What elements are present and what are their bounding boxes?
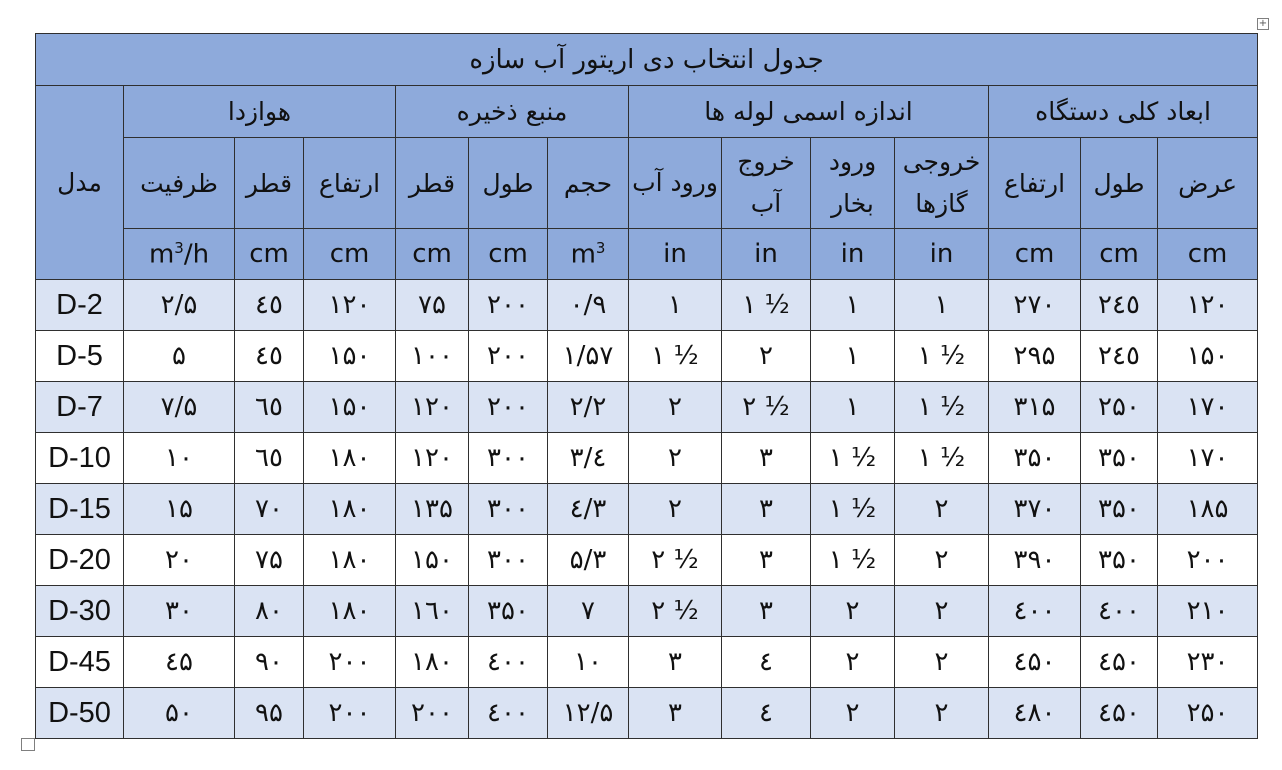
steam-inlet-cell: ۲ <box>811 688 895 739</box>
tank-volume-unit: $m^3$ <box>548 229 629 280</box>
air-height-cell: ۱۲۰ <box>304 280 396 331</box>
tank-length-cell: ٤۰۰ <box>469 637 548 688</box>
air-height-cell: ۱۸۰ <box>304 586 396 637</box>
water-outlet-cell: ۱ ½ <box>722 280 811 331</box>
air-capacity-cell: ۵ <box>124 331 235 382</box>
steam-inlet-cell: ۱ <box>811 331 895 382</box>
gas-outlet-cell: ۲ <box>895 637 989 688</box>
air-height-cell: ۱۸۰ <box>304 535 396 586</box>
air-height-cell: ۲۰۰ <box>304 688 396 739</box>
table-body <box>36 280 1258 739</box>
gas-outlet-cell: ۲ <box>895 535 989 586</box>
water-inlet-cell: ۳ <box>629 637 722 688</box>
water-outlet-cell: ۳ <box>722 535 811 586</box>
tank-diameter-cell: ۱۲۰ <box>396 382 469 433</box>
tank-length-cell: ۲۰۰ <box>469 331 548 382</box>
model-cell: D-50 <box>36 688 124 739</box>
height-cell: ۳۷۰ <box>989 484 1081 535</box>
water-inlet-cell: ۲ <box>629 484 722 535</box>
air-diameter-unit: cm <box>235 229 304 280</box>
width-cell: ۲۳۰ <box>1158 637 1258 688</box>
air-diameter-cell: ٦٥ <box>235 433 304 484</box>
tank-volume-cell: ۲/۲ <box>548 382 629 433</box>
air-diameter-cell: ۷۰ <box>235 484 304 535</box>
water-inlet-unit: in <box>629 229 722 280</box>
air-height-cell: ۱۵۰ <box>304 331 396 382</box>
model-cell: D-7 <box>36 382 124 433</box>
water-outlet-cell: ۲ <box>722 331 811 382</box>
height-cell: ۳۱۵ <box>989 382 1081 433</box>
table-row <box>36 280 1258 331</box>
air-height-cell: ۱۸۰ <box>304 484 396 535</box>
width-cell: ۲۵۰ <box>1158 688 1258 739</box>
water-inlet-cell: ۱ ½ <box>629 331 722 382</box>
length-cell: ٤۵۰ <box>1081 688 1158 739</box>
length-cell: ۲۵۰ <box>1081 382 1158 433</box>
steam-inlet-cell: ۲ <box>811 637 895 688</box>
air-capacity-cell: ٤۵ <box>124 637 235 688</box>
air-capacity-cell: ۱۵ <box>124 484 235 535</box>
table-row <box>36 586 1258 637</box>
tank-length-header: طول <box>469 138 548 229</box>
length-cell: ٤۰۰ <box>1081 586 1158 637</box>
air-height-cell: ۱۵۰ <box>304 382 396 433</box>
tank-volume-cell: ٤/۳ <box>548 484 629 535</box>
length-cell: ۳۵۰ <box>1081 484 1158 535</box>
height-cell: ٤۵۰ <box>989 637 1081 688</box>
air-height-header: ارتفاع <box>304 138 396 229</box>
height-cell: ۲۷۰ <box>989 280 1081 331</box>
tank-length-cell: ۳۰۰ <box>469 484 548 535</box>
air-group-header: هوازدا <box>124 86 396 138</box>
water-outlet-cell: ٤ <box>722 637 811 688</box>
gas-outlet-cell: ۲ <box>895 688 989 739</box>
tank-length-cell: ۳۰۰ <box>469 433 548 484</box>
length-unit: cm <box>1081 229 1158 280</box>
model-cell: D-45 <box>36 637 124 688</box>
model-header: مدل <box>36 86 124 280</box>
air-capacity-unit: $m^3/h$ <box>124 229 235 280</box>
height-unit: cm <box>989 229 1081 280</box>
table-title: جدول انتخاب دی اریتور آب سازه <box>36 34 1258 86</box>
table-row <box>36 331 1258 382</box>
tank-length-cell: ۳۵۰ <box>469 586 548 637</box>
tank-length-cell: ۲۰۰ <box>469 280 548 331</box>
water-outlet-unit: in <box>722 229 811 280</box>
gas-outlet-unit: in <box>895 229 989 280</box>
water-inlet-cell: ۱ <box>629 280 722 331</box>
air-diameter-cell: ۸۰ <box>235 586 304 637</box>
gas-outlet-cell: ۲ <box>895 586 989 637</box>
air-diameter-cell: ٤٥ <box>235 280 304 331</box>
steam-inlet-cell: ۱ <box>811 382 895 433</box>
air-height-unit: cm <box>304 229 396 280</box>
width-header: عرض <box>1158 138 1258 229</box>
tank-diameter-cell: ۱۲۰ <box>396 433 469 484</box>
air-diameter-cell: ٤٥ <box>235 331 304 382</box>
length-header: طول <box>1081 138 1158 229</box>
length-cell: ۳۵۰ <box>1081 433 1158 484</box>
table-resize-handle[interactable] <box>21 738 35 751</box>
model-cell: D-20 <box>36 535 124 586</box>
width-cell: ۱۵۰ <box>1158 331 1258 382</box>
gas-outlet-header: خروجی گازها <box>895 138 989 229</box>
model-cell: D-30 <box>36 586 124 637</box>
water-inlet-header: ورود آب <box>629 138 722 229</box>
steam-inlet-cell: ۱ ½ <box>811 433 895 484</box>
tank-length-cell: ٤۰۰ <box>469 688 548 739</box>
tank-length-cell: ۲۰۰ <box>469 382 548 433</box>
steam-inlet-cell: ۱ ½ <box>811 535 895 586</box>
width-cell: ۱۷۰ <box>1158 433 1258 484</box>
tank-volume-cell: ۵/۳ <box>548 535 629 586</box>
tank-length-cell: ۳۰۰ <box>469 535 548 586</box>
air-capacity-cell: ۵۰ <box>124 688 235 739</box>
steam-inlet-cell: ۱ ½ <box>811 484 895 535</box>
air-diameter-cell: ۹۵ <box>235 688 304 739</box>
tank-volume-cell: ۱۰ <box>548 637 629 688</box>
air-capacity-cell: ۱۰ <box>124 433 235 484</box>
air-capacity-cell: ۲/۵ <box>124 280 235 331</box>
water-inlet-cell: ۲ <box>629 433 722 484</box>
length-cell: ٤۵۰ <box>1081 637 1158 688</box>
tank-length-unit: cm <box>469 229 548 280</box>
tank-group-header: منبع ذخیره <box>396 86 629 138</box>
water-inlet-cell: ۲ ½ <box>629 535 722 586</box>
length-cell: ۲٤٥ <box>1081 331 1158 382</box>
tank-volume-cell: ۳/٤ <box>548 433 629 484</box>
gas-outlet-cell: ۱ ½ <box>895 433 989 484</box>
tank-diameter-cell: ۲۰۰ <box>396 688 469 739</box>
tank-diameter-cell: ۱٦۰ <box>396 586 469 637</box>
tank-diameter-unit: cm <box>396 229 469 280</box>
tank-diameter-cell: ۷۵ <box>396 280 469 331</box>
tank-volume-header: حجم <box>548 138 629 229</box>
tank-diameter-cell: ۱۵۰ <box>396 535 469 586</box>
water-outlet-header: خروج آب <box>722 138 811 229</box>
tank-volume-cell: ۱/۵۷ <box>548 331 629 382</box>
air-diameter-cell: ۹۰ <box>235 637 304 688</box>
table-row <box>36 382 1258 433</box>
gas-outlet-cell: ۱ ½ <box>895 382 989 433</box>
width-cell: ۱۸۵ <box>1158 484 1258 535</box>
water-inlet-cell: ۳ <box>629 688 722 739</box>
tank-diameter-cell: ۱۸۰ <box>396 637 469 688</box>
tank-diameter-cell: ۱۰۰ <box>396 331 469 382</box>
tank-volume-cell: ۷ <box>548 586 629 637</box>
deaerator-selection-table <box>35 33 1258 739</box>
water-inlet-cell: ۲ <box>629 382 722 433</box>
length-cell: ۲٤٥ <box>1081 280 1158 331</box>
air-capacity-header: ظرفیت <box>124 138 235 229</box>
steam-inlet-cell: ۱ <box>811 280 895 331</box>
water-outlet-cell: ۲ ½ <box>722 382 811 433</box>
air-height-cell: ۱۸۰ <box>304 433 396 484</box>
table-move-handle-icon[interactable]: + <box>1258 18 1268 29</box>
length-cell: ۳۵۰ <box>1081 535 1158 586</box>
tank-volume-cell: ۰/۹ <box>548 280 629 331</box>
model-cell: D-2 <box>36 280 124 331</box>
tank-diameter-cell: ۱۳۵ <box>396 484 469 535</box>
width-cell: ۱۲۰ <box>1158 280 1258 331</box>
steam-inlet-cell: ۲ <box>811 586 895 637</box>
height-cell: ۳۵۰ <box>989 433 1081 484</box>
table-row <box>36 688 1258 739</box>
gas-outlet-cell: ۱ <box>895 280 989 331</box>
width-cell: ۱۷۰ <box>1158 382 1258 433</box>
water-outlet-cell: ٤ <box>722 688 811 739</box>
height-cell: ٤۰۰ <box>989 586 1081 637</box>
air-diameter-header: قطر <box>235 138 304 229</box>
air-capacity-cell: ۳۰ <box>124 586 235 637</box>
water-inlet-cell: ۲ ½ <box>629 586 722 637</box>
height-cell: ٤۸۰ <box>989 688 1081 739</box>
height-header: ارتفاع <box>989 138 1081 229</box>
table-row <box>36 535 1258 586</box>
tank-volume-cell: ۱۲/۵ <box>548 688 629 739</box>
model-cell: D-15 <box>36 484 124 535</box>
pipes-group-header: اندازه اسمی لوله ها <box>629 86 989 138</box>
air-diameter-cell: ٦٥ <box>235 382 304 433</box>
height-cell: ۲۹۵ <box>989 331 1081 382</box>
model-cell: D-10 <box>36 433 124 484</box>
air-capacity-cell: ۲۰ <box>124 535 235 586</box>
water-outlet-cell: ۳ <box>722 586 811 637</box>
gas-outlet-cell: ۲ <box>895 484 989 535</box>
air-capacity-cell: ۷/۵ <box>124 382 235 433</box>
water-outlet-cell: ۳ <box>722 484 811 535</box>
width-cell: ۲۰۰ <box>1158 535 1258 586</box>
table-row <box>36 484 1258 535</box>
width-unit: cm <box>1158 229 1258 280</box>
air-diameter-cell: ۷۵ <box>235 535 304 586</box>
height-cell: ۳۹۰ <box>989 535 1081 586</box>
steam-inlet-unit: in <box>811 229 895 280</box>
air-height-cell: ۲۰۰ <box>304 637 396 688</box>
tank-diameter-header: قطر <box>396 138 469 229</box>
steam-inlet-header: ورود بخار <box>811 138 895 229</box>
width-cell: ۲۱۰ <box>1158 586 1258 637</box>
model-cell: D-5 <box>36 331 124 382</box>
water-outlet-cell: ۳ <box>722 433 811 484</box>
gas-outlet-cell: ۱ ½ <box>895 331 989 382</box>
overall-group-header: ابعاد کلی دستگاه <box>989 86 1258 138</box>
table-row <box>36 433 1258 484</box>
table-row <box>36 637 1258 688</box>
